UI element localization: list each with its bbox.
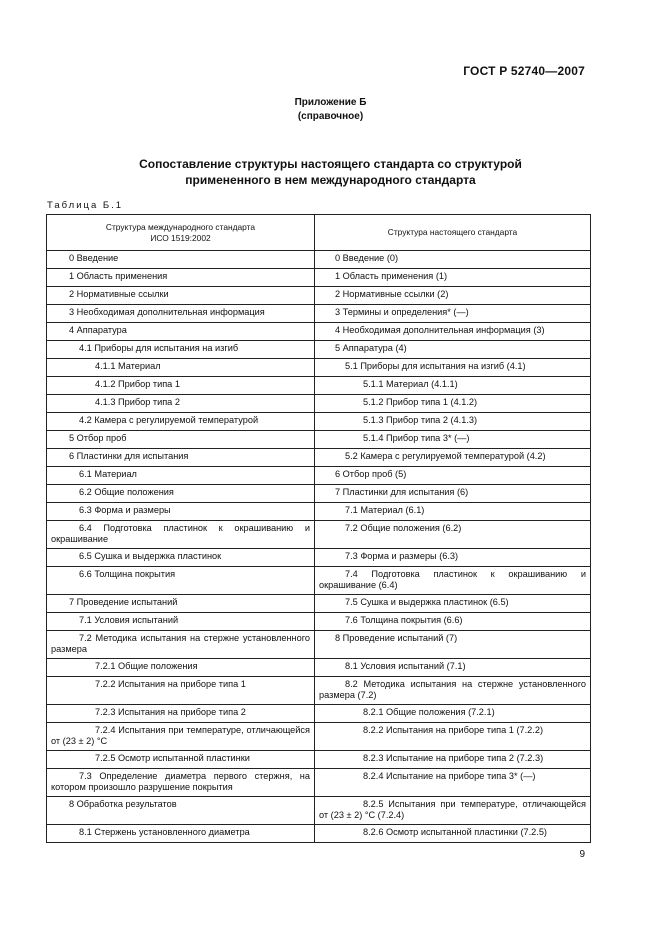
table-row xyxy=(47,413,591,431)
table-cell-right: 7.3 Форма и размеры (6.3) xyxy=(315,549,591,567)
structure-comparison-table xyxy=(46,214,591,843)
table-cell-left: 4.1.1 Материал xyxy=(47,359,315,377)
table-cell-right: 8.2.5 Испытания при температуре, отличающейся от (23 ± 2) °С (7.2.4) xyxy=(315,797,591,825)
table-row xyxy=(47,595,591,613)
column-header-international xyxy=(47,215,315,251)
table-cell-left: 6 Пластинки для испытания xyxy=(47,449,315,467)
table-cell-left: 6.6 Толщина покрытия xyxy=(47,567,315,595)
table-row xyxy=(47,751,591,769)
table-row xyxy=(47,467,591,485)
table-row xyxy=(47,677,591,705)
table-cell-right: 5.1.4 Прибор типа 3* (—) xyxy=(315,431,591,449)
table-cell-right: 8.2.1 Общие положения (7.2.1) xyxy=(315,705,591,723)
table-row xyxy=(47,269,591,287)
table-row xyxy=(47,567,591,595)
table-cell-right: 8.2.2 Испытания на приборе типа 1 (7.2.2) xyxy=(315,723,591,751)
table-cell-left: 8 Обработка результатов xyxy=(47,797,315,825)
table-row xyxy=(47,377,591,395)
table-row xyxy=(47,631,591,659)
table-row xyxy=(47,549,591,567)
table-row xyxy=(47,613,591,631)
table-cell-right: 5.1.2 Прибор типа 1 (4.1.2) xyxy=(315,395,591,413)
table-cell-right: 7.6 Толщина покрытия (6.6) xyxy=(315,613,591,631)
standard-designation: ГОСТ Р 52740—2007 xyxy=(463,64,585,78)
table-cell-left: 7.3 Определение диаметра первого стержня, на котором произошло разрушение покрытия xyxy=(47,769,315,797)
table-row xyxy=(47,449,591,467)
table-cell-right: 8.2 Методика испытания на стержне установленного размера (7.2) xyxy=(315,677,591,705)
table-cell-left: 7 Проведение испытаний xyxy=(47,595,315,613)
table-cell-left: 7.2.3 Испытания на приборе типа 2 xyxy=(47,705,315,723)
table-cell-left: 4.1 Приборы для испытания на изгиб xyxy=(47,341,315,359)
table-row xyxy=(47,305,591,323)
table-cell-right: 6 Отбор проб (5) xyxy=(315,467,591,485)
table-cell-right: 8.2.4 Испытание на приборе типа 3* (—) xyxy=(315,769,591,797)
table-cell-right: 5.2 Камера с регулируемой температурой (4.2) xyxy=(315,449,591,467)
appendix-type: (справочное) xyxy=(297,111,364,122)
table-cell-left: 6.5 Сушка и выдержка пластинок xyxy=(47,549,315,567)
table-header-row xyxy=(47,215,591,251)
table-cell-left: 4.1.2 Прибор типа 1 xyxy=(47,377,315,395)
table-row xyxy=(47,521,591,549)
table-label: Таблица Б.1 xyxy=(47,200,124,211)
table-cell-right: 8.1 Условия испытаний (7.1) xyxy=(315,659,591,677)
table-cell-right: 8.2.3 Испытание на приборе типа 2 (7.2.3) xyxy=(315,751,591,769)
table-cell-left: 5 Отбор проб xyxy=(47,431,315,449)
table-row xyxy=(47,503,591,521)
table-row xyxy=(47,659,591,677)
table-cell-left: 4 Аппаратура xyxy=(47,323,315,341)
table-cell-left: 6.4 Подготовка пластинок к окрашиванию и окрашивание xyxy=(47,521,315,549)
table-cell-left: 1 Область применения xyxy=(47,269,315,287)
table-cell-right: 3 Термины и определения* (—) xyxy=(315,305,591,323)
column-header-national: Структура настоящего стандарта xyxy=(315,215,591,251)
table-cell-left: 3 Необходимая дополнительная информация xyxy=(47,305,315,323)
table-row xyxy=(47,723,591,751)
page-number: 9 xyxy=(579,849,585,860)
table-cell-right: 7.4 Подготовка пластинок к окрашиванию и окрашивание (6.4) xyxy=(315,567,591,595)
page-title xyxy=(0,156,661,188)
table-row xyxy=(47,287,591,305)
table-cell-left: 8.1 Стержень установленного диаметра xyxy=(47,825,315,843)
table-cell-left: 7.2.2 Испытания на приборе типа 1 xyxy=(47,677,315,705)
column-header-international-line-2: ИСО 1519:2002 xyxy=(150,232,211,243)
table-cell-right: 2 Нормативные ссылки (2) xyxy=(315,287,591,305)
table-cell-right: 5 Аппаратура (4) xyxy=(315,341,591,359)
table-row xyxy=(47,825,591,843)
table-cell-left: 7.2.5 Осмотр испытанной пластинки xyxy=(47,751,315,769)
table-cell-left: 4.1.3 Прибор типа 2 xyxy=(47,395,315,413)
table-cell-right: 7.5 Сушка и выдержка пластинок (6.5) xyxy=(315,595,591,613)
table-cell-right: 5.1.3 Прибор типа 2 (4.1.3) xyxy=(315,413,591,431)
table-cell-right: 5.1.1 Материал (4.1.1) xyxy=(315,377,591,395)
table-cell-left: 6.2 Общие положения xyxy=(47,485,315,503)
table-row xyxy=(47,485,591,503)
table-row xyxy=(47,323,591,341)
table-cell-right: 7 Пластинки для испытания (6) xyxy=(315,485,591,503)
table-row xyxy=(47,431,591,449)
table-cell-left: 0 Введение xyxy=(47,251,315,269)
table-cell-right: 8.2.6 Осмотр испытанной пластинки (7.2.5) xyxy=(315,825,591,843)
table-cell-left: 7.2.1 Общие положения xyxy=(47,659,315,677)
table-row xyxy=(47,395,591,413)
page-title-line-1: Сопоставление структуры настоящего стандарта со структурой xyxy=(139,157,522,171)
table-cell-right: 1 Область применения (1) xyxy=(315,269,591,287)
table-cell-right: 5.1 Приборы для испытания на изгиб (4.1) xyxy=(315,359,591,377)
table-cell-right: 8 Проведение испытаний (7) xyxy=(315,631,591,659)
table-row xyxy=(47,341,591,359)
table-row xyxy=(47,359,591,377)
appendix-label: Приложение Б xyxy=(294,97,367,108)
table-cell-left: 7.1 Условия испытаний xyxy=(47,613,315,631)
table-row xyxy=(47,705,591,723)
table-row xyxy=(47,797,591,825)
table-cell-left: 7.2.4 Испытания при температуре, отличающейся от (23 ± 2) °С xyxy=(47,723,315,751)
table-cell-left: 2 Нормативные ссылки xyxy=(47,287,315,305)
table-cell-right: 7.1 Материал (6.1) xyxy=(315,503,591,521)
table-cell-left: 4.2 Камера с регулируемой температурой xyxy=(47,413,315,431)
table-row xyxy=(47,251,591,269)
table-row xyxy=(47,769,591,797)
appendix-heading xyxy=(0,96,661,124)
table-cell-left: 7.2 Методика испытания на стержне установленного размера xyxy=(47,631,315,659)
page-title-line-2: примененного в нем международного стандарта xyxy=(185,173,476,187)
column-header-international-line-1: Структура международного стандарта xyxy=(105,221,256,232)
table-cell-left: 6.1 Материал xyxy=(47,467,315,485)
table-cell-left: 6.3 Форма и размеры xyxy=(47,503,315,521)
table-cell-right: 0 Введение (0) xyxy=(315,251,591,269)
table-cell-right: 4 Необходимая дополнительная информация (3) xyxy=(315,323,591,341)
table-cell-right: 7.2 Общие положения (6.2) xyxy=(315,521,591,549)
